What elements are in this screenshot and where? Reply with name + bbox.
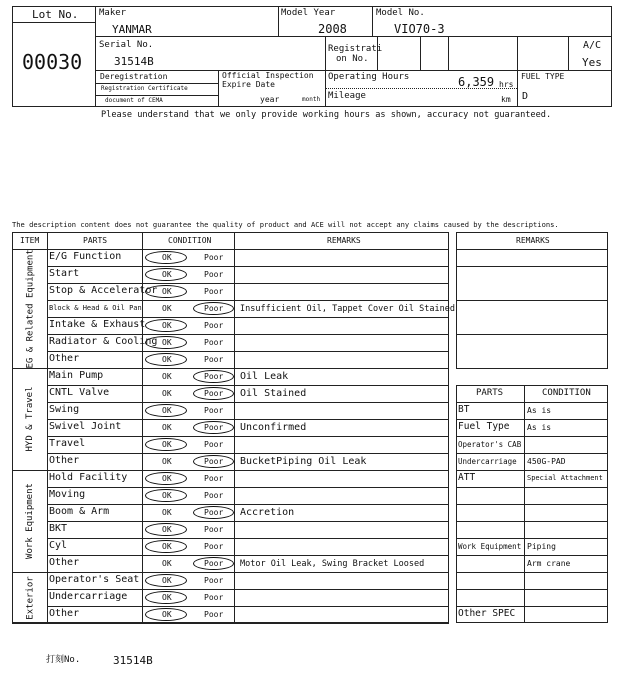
ok-option: OK: [162, 338, 172, 347]
group-label: EG & Related Equipment: [25, 248, 35, 368]
poor-option: Poor: [204, 304, 224, 313]
part-name: BKT: [49, 523, 68, 534]
ok-option: OK: [162, 389, 172, 398]
ok-option: OK: [162, 457, 172, 466]
poor-option: Poor: [204, 542, 224, 551]
ok-circle-mark: [145, 404, 187, 417]
spec-condition: 450G-PAD: [527, 457, 566, 466]
spec-part: ATT: [458, 472, 476, 483]
operating-hours-value: 6,359: [458, 75, 495, 89]
ok-option: OK: [162, 440, 172, 449]
spec-parts-header: PARTS: [476, 388, 504, 398]
part-name: Intake & Exhaust: [49, 319, 146, 330]
header-remarks: REMARKS: [327, 236, 361, 245]
spec-part: Fuel Type: [458, 421, 510, 432]
ac-value: Yes: [582, 56, 602, 69]
part-name: Other: [49, 353, 80, 364]
remark-text: Accretion: [240, 507, 295, 518]
ok-circle-mark: [145, 336, 187, 349]
model-year-value: 2008: [318, 22, 347, 36]
ok-option: OK: [162, 610, 172, 619]
part-name: Other: [49, 608, 80, 619]
part-name: Swing: [49, 404, 80, 415]
stamp-label: 打刻No.: [46, 655, 81, 665]
ok-circle-mark: [145, 540, 187, 553]
ok-option: OK: [162, 304, 172, 313]
poor-option: Poor: [204, 355, 224, 364]
ok-circle-mark: [145, 268, 187, 281]
description-note: The description content does not guarantee the quality of product and ACE will not accept any claims caused by the descriptions.: [12, 220, 559, 229]
spec-condition: As is: [527, 423, 552, 432]
part-name: Moving: [49, 489, 86, 500]
poor-option: Poor: [204, 406, 224, 415]
official-inspection-label-1: Official Inspection: [222, 71, 314, 80]
ok-circle-mark: [145, 251, 187, 264]
poor-option: Poor: [204, 338, 224, 347]
group-label: HYD & Travel: [25, 386, 35, 452]
model-year-label: Model Year: [281, 8, 336, 18]
remark-text: Oil Leak: [240, 371, 289, 382]
poor-circle-mark: [193, 370, 234, 383]
poor-option: Poor: [204, 389, 224, 398]
ok-circle-mark: [145, 591, 187, 604]
part-name: Hold Facility: [49, 472, 128, 483]
ok-circle-mark: [145, 319, 187, 332]
ok-circle-mark: [145, 489, 187, 502]
model-no-label: Model No.: [376, 8, 425, 18]
spec-condition: Special Attachment: [527, 474, 603, 482]
poor-option: Poor: [204, 559, 224, 568]
ok-circle-mark: [145, 285, 187, 298]
part-name: Block & Head & Oil Pan: [49, 304, 142, 312]
poor-option: Poor: [204, 474, 224, 483]
km-unit: km: [501, 95, 511, 104]
part-name: Main Pump: [49, 370, 104, 381]
ok-option: OK: [162, 593, 172, 602]
ok-option: OK: [162, 355, 172, 364]
poor-option: Poor: [204, 321, 224, 330]
maker-value: YANMAR: [112, 23, 152, 36]
ok-option: OK: [162, 491, 172, 500]
ok-option: OK: [162, 508, 172, 517]
registration-label-1: Registrati: [328, 44, 383, 54]
fuel-type-value: D: [522, 91, 529, 102]
ok-option: OK: [162, 253, 172, 262]
serial-label: Serial No.: [99, 40, 154, 50]
part-name: Undercarriage: [49, 591, 128, 602]
poor-circle-mark: [193, 421, 234, 434]
ac-label: A/C: [583, 40, 602, 51]
poor-option: Poor: [204, 457, 224, 466]
lot-label: Lot No.: [32, 8, 79, 21]
poor-option: Poor: [204, 491, 224, 500]
ok-circle-mark: [145, 472, 187, 485]
lot-value: 00030: [22, 50, 83, 74]
remark-text: Oil Stained: [240, 388, 307, 399]
poor-option: Poor: [204, 576, 224, 585]
poor-option: Poor: [204, 287, 224, 296]
poor-circle-mark: [193, 455, 234, 468]
part-name: Cyl: [49, 540, 68, 551]
poor-option: Poor: [204, 593, 224, 602]
month-label: month: [302, 96, 321, 103]
spec-condition: Piping: [527, 542, 556, 551]
official-inspection-label-2: Expire Date: [222, 80, 275, 89]
model-no-value: VIO70-3: [394, 22, 445, 36]
ok-option: OK: [162, 525, 172, 534]
part-name: Operator's Seat: [49, 574, 140, 585]
header-condition: CONDITION: [168, 236, 212, 245]
ok-circle-mark: [145, 438, 187, 451]
ok-option: OK: [162, 474, 172, 483]
maker-label: Maker: [99, 8, 127, 18]
year-label: year: [260, 95, 280, 104]
part-name: Other: [49, 455, 80, 466]
registration-label-2: on No.: [336, 54, 369, 64]
remark-text: BucketPiping Oil Leak: [240, 456, 367, 467]
part-name: CNTL Valve: [49, 387, 110, 398]
ok-option: OK: [162, 270, 172, 279]
ok-option: OK: [162, 576, 172, 585]
document-cema-label: document of CEMA: [105, 97, 163, 104]
spec-condition-header: CONDITION: [542, 388, 591, 398]
ok-circle-mark: [145, 574, 187, 587]
spec-condition: As is: [527, 406, 552, 415]
poor-circle-mark: [193, 387, 234, 400]
ok-option: OK: [162, 542, 172, 551]
spec-part: Operator's CAB: [458, 440, 522, 449]
ok-option: OK: [162, 372, 172, 381]
part-name: Stop & Accelerator: [49, 285, 158, 296]
part-name: Start: [49, 268, 80, 279]
ok-option: OK: [162, 423, 172, 432]
operating-hours-label: Operating Hours: [328, 72, 410, 82]
ok-option: OK: [162, 321, 172, 330]
remark-text: Unconfirmed: [240, 422, 307, 433]
header-parts: PARTS: [83, 236, 108, 245]
part-name: Travel: [49, 438, 86, 449]
spec-part: BT: [458, 404, 470, 415]
poor-circle-mark: [193, 557, 234, 570]
spec-part: Undercarriage: [458, 457, 517, 466]
remark-text: Insufficient Oil, Tappet Cover Oil Stained: [240, 304, 455, 314]
part-name: Swivel Joint: [49, 421, 122, 432]
spec-part: Other SPEC: [458, 608, 516, 619]
part-name: E/G Function: [49, 251, 122, 262]
poor-option: Poor: [204, 440, 224, 449]
hrs-unit: hrs: [499, 80, 514, 89]
stamp-value: 31514B: [113, 654, 153, 667]
part-name: Other: [49, 557, 80, 568]
poor-circle-mark: [193, 302, 234, 315]
part-name: Boom & Arm: [49, 506, 110, 517]
spec-part: Work Equipment: [458, 542, 522, 551]
spec-condition: Arm crane: [527, 559, 571, 568]
part-name: Radiator & Cooling: [49, 336, 158, 347]
poor-option: Poor: [204, 423, 224, 432]
header-item: ITEM: [20, 236, 40, 245]
header-remarks-right: REMARKS: [516, 236, 550, 245]
ok-circle-mark: [145, 608, 187, 621]
mileage-label: Mileage: [328, 91, 366, 101]
ok-option: OK: [162, 287, 172, 296]
poor-option: Poor: [204, 525, 224, 534]
poor-option: Poor: [204, 253, 224, 262]
deregistration-label: Deregistration: [100, 72, 168, 81]
poor-option: Poor: [204, 372, 224, 381]
disclaimer: Please understand that we only provide working hours as shown, accuracy not guaranteed.: [101, 110, 552, 120]
group-label: Exterior: [25, 575, 35, 620]
ok-option: OK: [162, 559, 172, 568]
ok-circle-mark: [145, 353, 187, 366]
poor-option: Poor: [204, 610, 224, 619]
registration-certificate-label: Registration Certificate: [101, 85, 188, 92]
group-label: Work Equipment: [25, 483, 35, 559]
remark-text: Motor Oil Leak, Swing Bracket Loosed: [240, 559, 425, 569]
ok-circle-mark: [145, 523, 187, 536]
fuel-type-label: FUEL TYPE: [521, 72, 565, 81]
poor-option: Poor: [204, 508, 224, 517]
serial-value: 31514B: [114, 55, 154, 68]
ok-option: OK: [162, 406, 172, 415]
poor-option: Poor: [204, 270, 224, 279]
poor-circle-mark: [193, 506, 234, 519]
